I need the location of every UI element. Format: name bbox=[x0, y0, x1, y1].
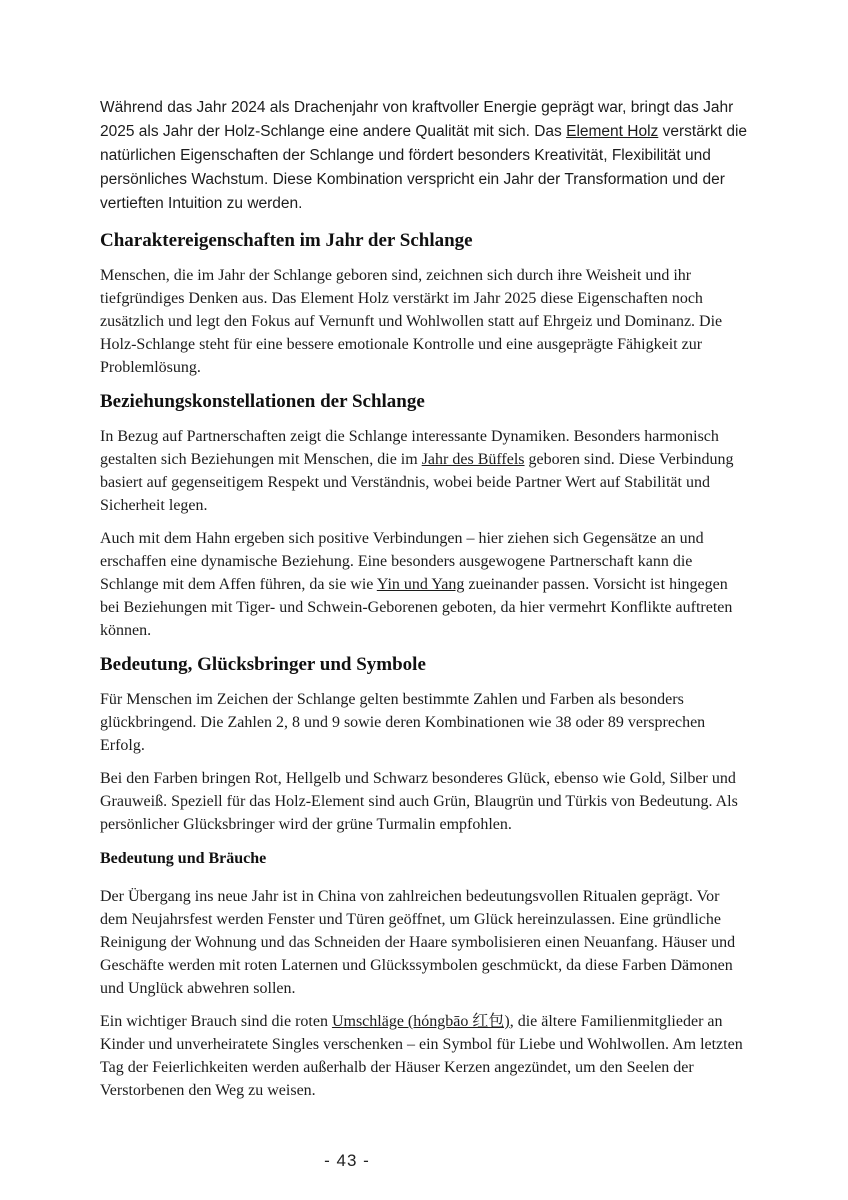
paragraph-zahlen: Für Menschen im Zeichen der Schlange gelten bestimmte Zahlen und Farben als besonders glückbringend. Die Zahlen 2, 8 und 9 sowie deren Kombinationen wie 38 oder 89 versprechen Erfolg. bbox=[100, 691, 706, 754]
heading-charaktereigenschaften: Charaktereigenschaften im Jahr der Schlange bbox=[100, 230, 473, 251]
braeuche2-text-pre: Ein wichtiger Brauch sind die roten bbox=[100, 1013, 332, 1030]
paragraph-charaktereigenschaften: Menschen, die im Jahr der Schlange geboren sind, zeichnen sich durch ihre Weisheit und ihr tiefgründiges Denken aus. Das Element Holz verstärkt im Jahr 2025 diese Eigenschaften noch zusätzlich und legt den Fokus auf Vernunft und Wohlwollen statt auf Ehrgeiz und Dominanz. Die Holz-Schlange steht für eine bessere emotionale Kontrolle und eine ausgeprägte Fähigkeit zur Problemlösung. bbox=[100, 267, 723, 376]
paragraph-beziehung-hahn-affe bbox=[100, 527, 750, 642]
intro-text-pre: Während das Jahr 2024 als Drachenjahr von kraftvoller Energie geprägt war, bringt das Jahr 2025 als Jahr der Holz-Schlange eine andere Qualität mit sich. Das bbox=[100, 99, 734, 140]
beziehung1-text-post: geboren sind. Diese Verbindung basiert auf gegenseitigem Respekt und Verständnis, wobei beide Partner Wert auf Stabilität und Sicherheit legen. bbox=[100, 451, 734, 514]
beziehung2-text-pre: Auch mit dem Hahn ergeben sich positive Verbindungen – hier ziehen sich Gegensätze an und erschaffen eine dynamische Beziehung. Eine besonders ausgewogene Partnerschaft kann die Schlange mit dem Affen führen, da sie wie bbox=[100, 530, 704, 593]
page-content bbox=[100, 96, 750, 1112]
paragraph-rituale: Der Übergang ins neue Jahr ist in China von zahlreichen bedeutungsvollen Ritualen geprägt. Vor dem Neujahrsfest werden Fenster und Türen geöffnet, um Glück hereinzulassen. Eine gründliche Reinigung der Wohnung und das Schneiden der Haare symbolisieren einen Neuanfang. Häuser und Geschäfte werden mit roten Laternen und Glückssymbolen geschmückt, da diese Farben Dämonen und Unglück abwehren sollen. bbox=[100, 888, 736, 997]
paragraph-farben: Bei den Farben bringen Rot, Hellgelb und Schwarz besonderes Glück, ebenso wie Gold, Silber und Grauweiß. Speziell für das Holz-Element sind auch Grün, Blaugrün und Türkis von Bedeutung. Als persönlicher Glücksbringer wird der grüne Turmalin empfohlen. bbox=[100, 770, 738, 833]
intro-text-post: verstärkt die natürlichen Eigenschaften der Schlange und fördert besonders Kreativität, Flexibilität und persönliches Wachstum. Diese Kombination verspricht ein Jahr der Transformation und der vertieften Intuition zu werden. bbox=[100, 123, 748, 212]
link-yin-und-yang[interactable]: Yin und Yang bbox=[376, 576, 465, 593]
paragraph-intro bbox=[100, 96, 750, 216]
braeuche2-text-post: , die ältere Familienmitglieder an Kinder und unverheiratete Singles verschenken – ein Symbol für Liebe und Wohlwollen. Am letzten Tag der Feierlichkeiten werden außerhalb der Häuser Kerzen angezündet, um den Seelen der Verstorbenen den Weg zu weisen. bbox=[100, 1013, 743, 1099]
subheading-bedeutung-braeuche: Bedeutung und Bräuche bbox=[100, 850, 267, 867]
link-element-holz[interactable]: Element Holz bbox=[566, 123, 659, 140]
link-jahr-des-bueffels[interactable]: Jahr des Büffels bbox=[421, 451, 525, 468]
beziehung1-text-pre: In Bezug auf Partnerschaften zeigt die Schlange interessante Dynamiken. Besonders harmonisch gestalten sich Beziehungen mit Menschen, die im bbox=[100, 428, 719, 468]
page-number: - 43 - bbox=[324, 1151, 370, 1170]
paragraph-beziehung-bueffel bbox=[100, 425, 750, 517]
beziehung2-text-post: zueinander passen. Vorsicht ist hingegen bei Beziehungen mit Tiger- und Schwein-Geborenen geboten, da hier vermehrt Konflikte auftreten können. bbox=[100, 576, 733, 639]
heading-bedeutung-gluecksbringer: Bedeutung, Glücksbringer und Symbole bbox=[100, 654, 426, 675]
heading-beziehungskonstellationen: Beziehungskonstellationen der Schlange bbox=[100, 391, 425, 412]
link-umschlaege-hongbao[interactable]: Umschläge (hóngbāo 红包) bbox=[331, 1013, 510, 1030]
paragraph-umschlaege bbox=[100, 1010, 750, 1102]
